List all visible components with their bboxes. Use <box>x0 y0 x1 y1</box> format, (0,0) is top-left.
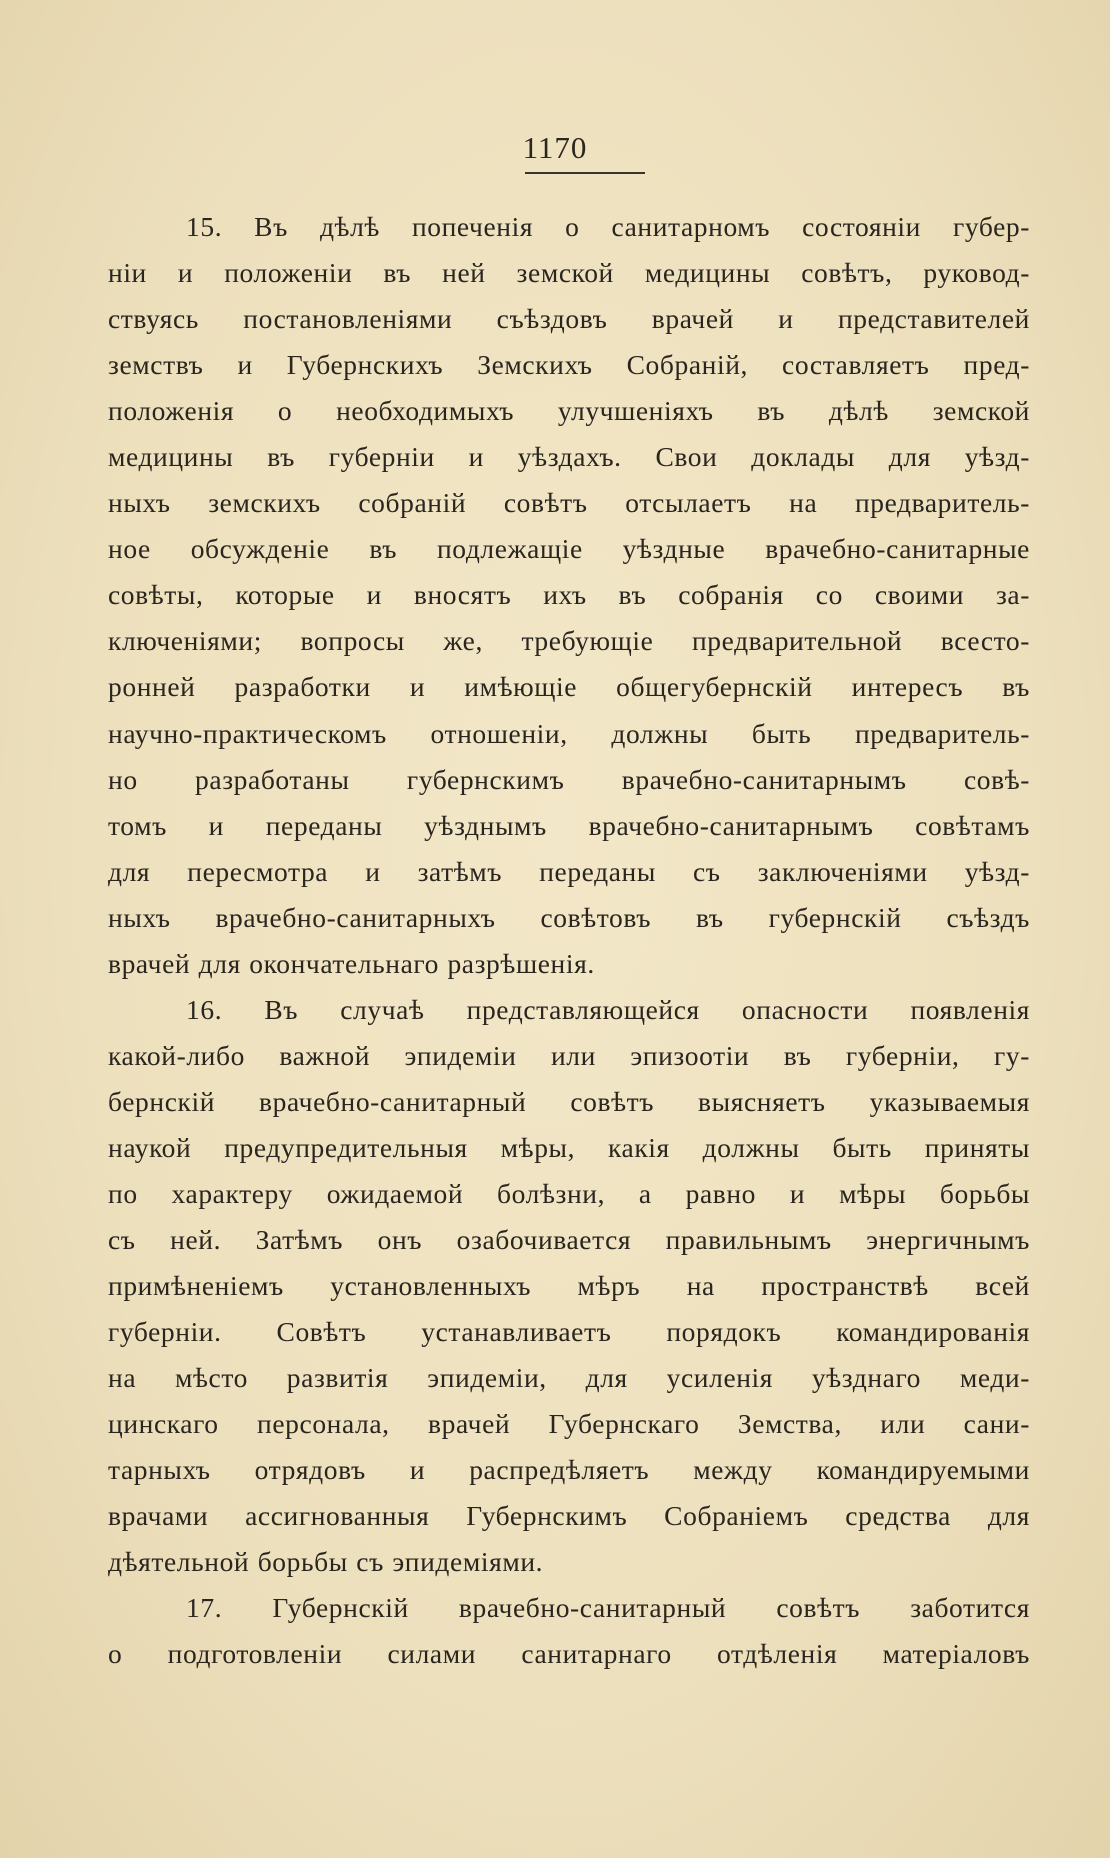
page-number: 1170 <box>522 130 588 165</box>
text-line: совѣты, которые и вносятъ ихъ въ собранія со своими за- <box>108 579 1030 611</box>
text-line: губерніи. Совѣтъ устанавливаетъ порядокъ командированія <box>108 1316 1030 1348</box>
text-line: примѣненіемъ установленныхъ мѣръ на пространствѣ всей <box>108 1270 1030 1302</box>
paragraph-17 <box>108 1585 1030 1677</box>
text-line: но разработаны губернскимъ врачебно-санитарнымъ совѣ- <box>108 763 1030 795</box>
text-line: ніи и положеніи въ ней земской медицины совѣтъ, руковод- <box>108 257 1030 289</box>
text-line: для пересмотра и затѣмъ переданы съ заключеніями уѣзд- <box>108 855 1030 887</box>
text-line: наукой предупредительныя мѣры, какія должны быть приняты <box>108 1131 1030 1163</box>
text-line: 16. Въ случаѣ представляющейся опасности появленія <box>186 993 1030 1025</box>
text-line: ныхъ врачебно-санитарныхъ совѣтовъ въ губернскій съѣздъ <box>108 901 1030 933</box>
text-line: положенія о необходимыхъ улучшеніяхъ въ дѣлѣ земской <box>108 395 1030 427</box>
text-line: какой-либо важной эпидеміи или эпизоотіи въ губерніи, гу- <box>108 1039 1030 1071</box>
text-line: ствуясь постановленіями съѣздовъ врачей и представителей <box>108 303 1030 335</box>
text-line: дѣятельной борьбы съ эпидеміями. <box>108 1546 544 1578</box>
paragraph-16 <box>108 987 1030 1586</box>
text-line: 15. Въ дѣлѣ попеченія о санитарномъ состояніи губер- <box>186 211 1030 242</box>
text-line: о подготовленіи силами санитарнаго отдѣленія матеріаловъ <box>108 1638 1030 1670</box>
text-line: съ ней. Затѣмъ онъ озабочивается правильнымъ энергичнымъ <box>108 1224 1030 1256</box>
text-line: врачами ассигнованныя Губернскимъ Собраніемъ средства для <box>108 1500 1030 1532</box>
text-line: научно-практическомъ отношеніи, должны быть предваритель- <box>108 717 1030 749</box>
text-line: томъ и переданы уѣзднымъ врачебно-санитарнымъ совѣтамъ <box>108 809 1030 841</box>
text-line: ное обсужденіе въ подлежащіе уѣздные врачебно-санитарные <box>108 533 1030 565</box>
page-number-container <box>0 130 1110 166</box>
text-line: ныхъ земскихъ собраній совѣтъ отсылаетъ на предваритель- <box>108 487 1030 519</box>
text-line: бернскій врачебно-санитарный совѣтъ выясняетъ указываемыя <box>108 1085 1030 1117</box>
text-line: цинскаго персонала, врачей Губернскаго Земства, или сани- <box>108 1408 1030 1440</box>
text-line: ронней разработки и имѣющіе общегубернскій интересъ въ <box>108 671 1030 703</box>
text-line: по характеру ожидаемой болѣзни, а равно и мѣры борьбы <box>108 1177 1030 1209</box>
text-line: медицины въ губерніи и уѣздахъ. Свои доклады для уѣзд- <box>108 441 1030 473</box>
text-line: 17. Губернскій врачебно-санитарный совѣтъ заботится <box>186 1592 1030 1624</box>
paragraph-15 <box>108 204 1030 987</box>
text-line: на мѣсто развитія эпидеміи, для усиленія уѣзднаго меди- <box>108 1362 1030 1394</box>
body-text <box>108 204 1030 1678</box>
text-line: врачей для окончательнаго разрѣшенія. <box>108 947 595 979</box>
text-line: земствъ и Губернскихъ Земскихъ Собраній, составляетъ пред- <box>108 349 1030 381</box>
text-line: ключеніями; вопросы же, требующіе предварительной всесто- <box>108 625 1030 657</box>
page-number-rule <box>525 172 645 174</box>
text-line: тарныхъ отрядовъ и распредѣляетъ между командируемыми <box>108 1454 1030 1486</box>
